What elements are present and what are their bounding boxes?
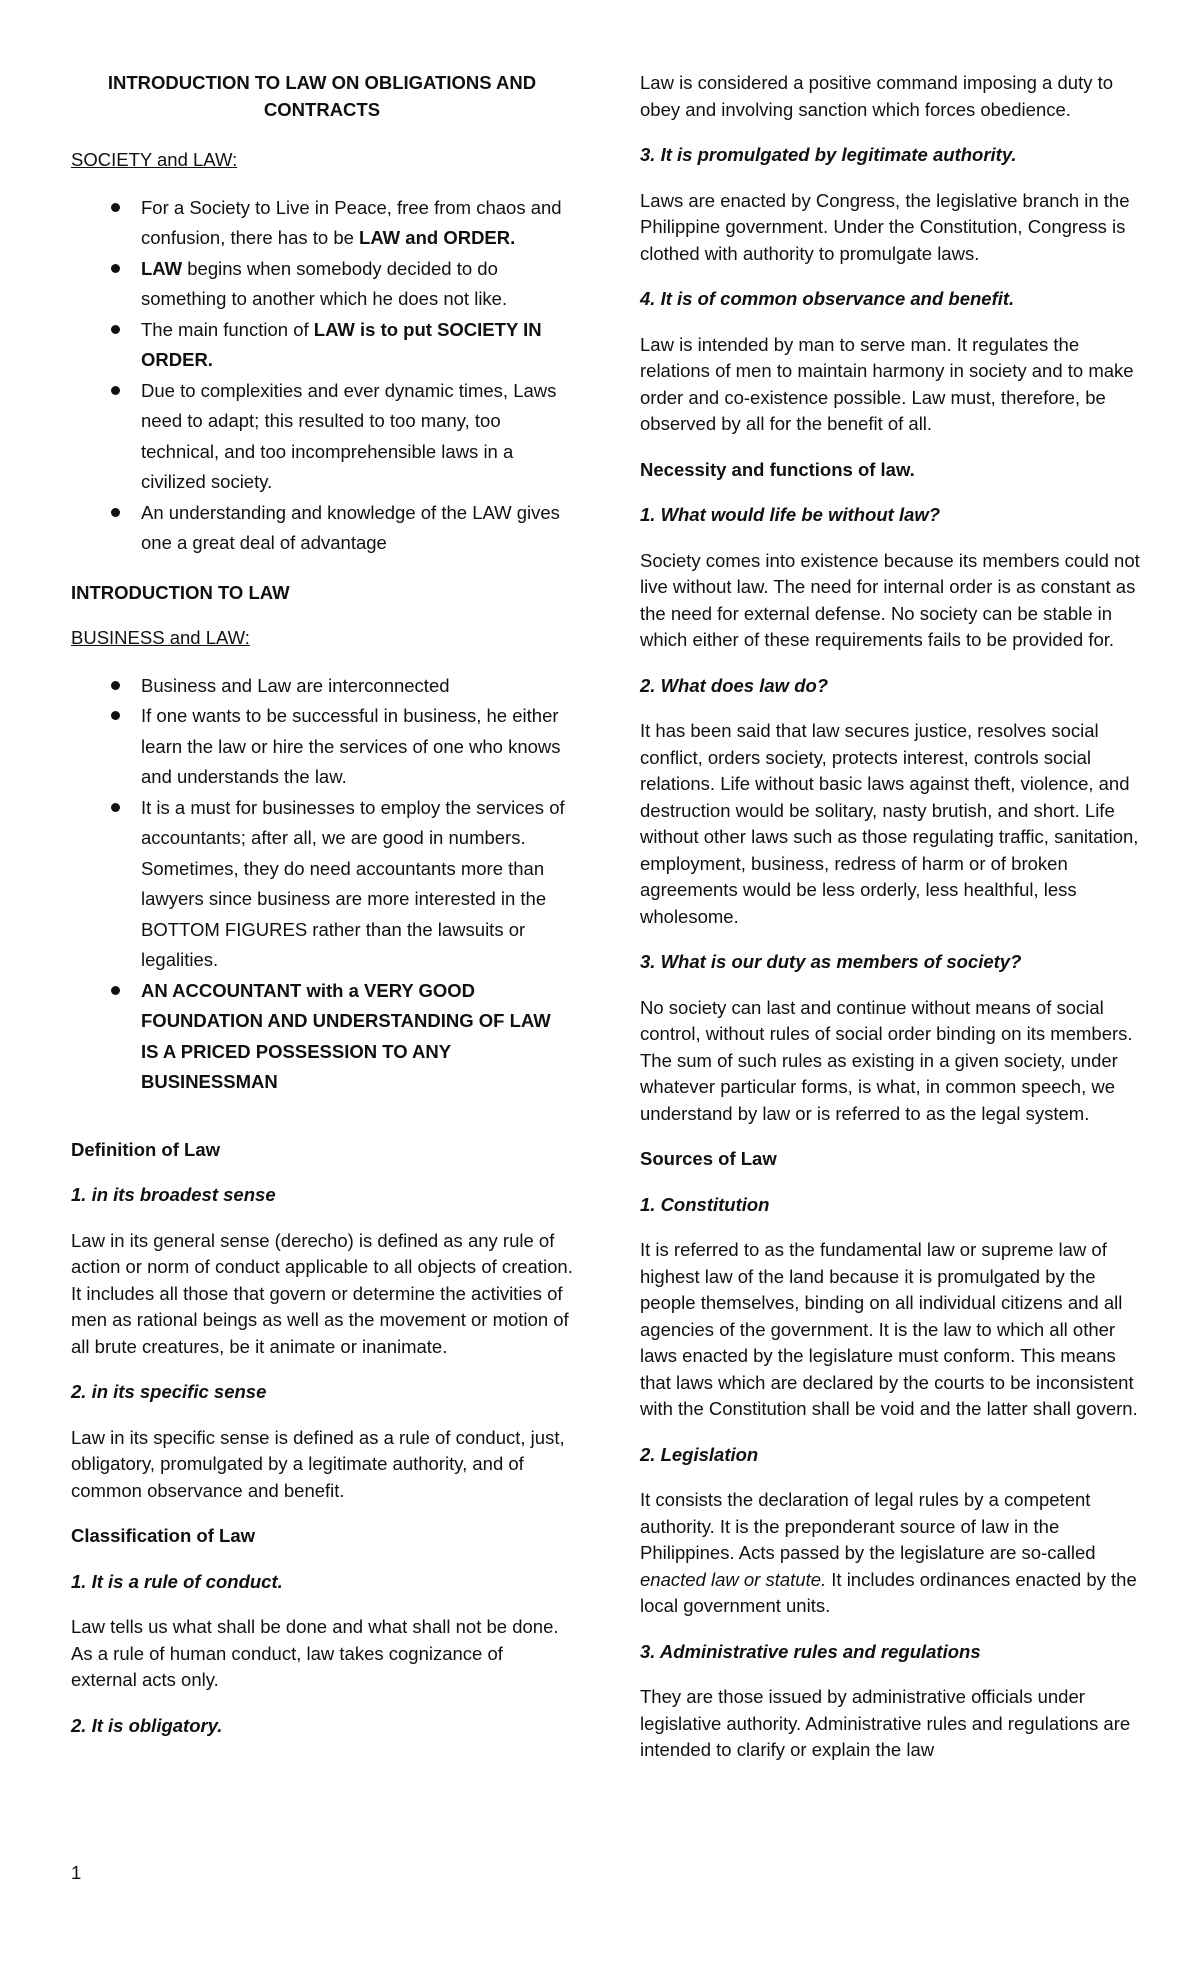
nec3-text: No society can last and continue without means of social control, without rules of social order binding on its members. The sum of such rules as existing in a given society, under whatever particular forms, is what, in common speech, we understand by law or is referred to as the legal system. [640,996,1133,1124]
bullet-icon [111,803,120,812]
src1-text: It is referred to as the fundamental law or supreme law of highest law of the land because it is promulgated by the people themselves, binding on all individual citizens and all agencies of the government. It is the law to which all other laws enacted by the legislature must conform. This means that laws which are declared by the courts to be inconsistent with the Constitution shall be void and the latter shall govern. [640,1239,1138,1419]
list-item: Due to complexities and ever dynamic times, Laws need to adapt; this resulted to too many, too technical, and too incomprehensible laws in a civilized society. [71,376,573,498]
bullet-icon [111,681,120,690]
bullet-icon [111,508,120,517]
nec1-text: Society comes into existence because its members could not live without law. The need for internal order is as constant as the need for external defense. No society can be stable in which either of these requirements fails to be provided for. [640,549,1140,650]
list-item: Business and Law are interconnected [71,671,573,702]
class3-text: Laws are enacted by Congress, the legislative branch in the Philippine government. Under the Constitution, Congress is clothed with authority to promulgate laws. [640,189,1130,264]
society-bullet-list [71,193,573,559]
list-item: If one wants to be successful in business, he either learn the law or hire the services of one who knows and understands the law. [71,701,573,793]
business-heading: BUSINESS and LAW: [71,627,250,648]
class1-heading: 1. It is a rule of conduct. [71,1570,283,1592]
class1-text: Law tells us what shall be done and what shall not be done. As a rule of human conduct, law takes cognizance of external acts only. [71,1616,559,1690]
nec2-heading: 2. What does law do? [640,674,829,696]
sources-heading: Sources of Law [640,1148,777,1169]
src3-text: They are those issued by administrative officials under legislative authority. Administrative rules and regulations are intended to clarify or explain the law [640,1686,1131,1760]
necessity-heading: Necessity and functions of law. [640,458,915,480]
list-item: It is a must for businesses to employ the services of accountants; after all, we are good in numbers. Sometimes, they do need accountants more than lawyers since business are more interested in the BOTTOM FIGURES rather than the lawsuits or legalities. [71,793,573,976]
nec3-heading: 3. What is our duty as members of society? [640,951,1022,972]
class2-heading: 2. It is obligatory. [71,1714,223,1736]
broadest-sense-text: Law in its general sense (derecho) is defined as any rule of action or norm of conduct applicable to all objects of creation. It includes all those that govern or determine the activities of men as rational beings as well as the movement or motion of all brute creatures, be it animate or inanimate. [71,1229,573,1357]
specific-sense-heading: 2. in its specific sense [71,1381,267,1402]
nec1-heading: 1. What would life be without law? [640,504,941,525]
bullet-icon [111,986,120,995]
list-item: AN ACCOUNTANT with a VERY GOOD FOUNDATION AND UNDERSTANDING OF LAW IS A PRICED POSSESSION TO ANY BUSINESSMAN [71,976,573,1098]
classification-heading: Classification of Law [71,1525,256,1546]
right-column [640,70,1142,1783]
class4-text: Law is intended by man to serve man. It regulates the relations of men to maintain harmony in society and to make order and co-existence possible. Law must, therefore, be observed by all for the benefit of all. [640,333,1134,434]
list-item: An understanding and knowledge of the LAW gives one a great deal of advantage [71,498,573,559]
specific-sense-text: Law in its specific sense is defined as a rule of conduct, just, obligatory, promulgated by a legitimate authority, and of common observance and benefit. [71,1426,565,1501]
society-heading: SOCIETY and LAW: [71,149,238,170]
nec2-text: It has been said that law secures justice, resolves social conflict, orders society, protects interest, controls social relations. Life without basic laws against theft, violence, and destruction would be solitary, nasty brutish, and short. Life without other laws such as those regulating traffic, sanitation, employment, business, redress of harm or of broken agreements would be less orderly, less healthful, less wholesome. [640,720,1139,927]
src1-heading: 1. Constitution [640,1193,770,1215]
left-column [71,70,573,1758]
src3-heading: 3. Administrative rules and regulations [640,1640,981,1662]
src2-text: It consists the declaration of legal rules by a competent authority. It is the preponderant source of law in the Philippines. Acts passed by the legislature are so-called enacted law or statute. It includes ordinances enacted by the local government units. [640,1489,1137,1616]
broadest-sense-heading: 1. in its broadest sense [71,1184,276,1205]
bullet-icon [111,386,120,395]
document-title: INTRODUCTION TO LAW ON OBLIGATIONS AND CONTRACTS [107,72,537,120]
bullet-icon [111,325,120,334]
business-bullet-list [71,671,573,1098]
list-item: LAW begins when somebody decided to do something to another which he does not like. [71,254,573,315]
bullet-icon [111,203,120,212]
class2-text: Law is considered a positive command imposing a duty to obey and involving sanction which forces obedience. [640,72,1114,120]
list-item: For a Society to Live in Peace, free from chaos and confusion, there has to be LAW and ORDER. [71,193,573,254]
page-number: 1 [71,1862,82,1883]
class4-heading: 4. It is of common observance and benefit. [640,288,1015,309]
src2-heading: 2. Legislation [640,1443,759,1465]
bullet-icon [111,264,120,273]
class3-heading: 3. It is promulgated by legitimate authority. [640,144,1017,165]
definition-heading: Definition of Law [71,1138,221,1160]
bullet-icon [111,711,120,720]
list-item: The main function of LAW is to put SOCIETY IN ORDER. [71,315,573,376]
intro-heading: INTRODUCTION TO LAW [71,581,290,603]
